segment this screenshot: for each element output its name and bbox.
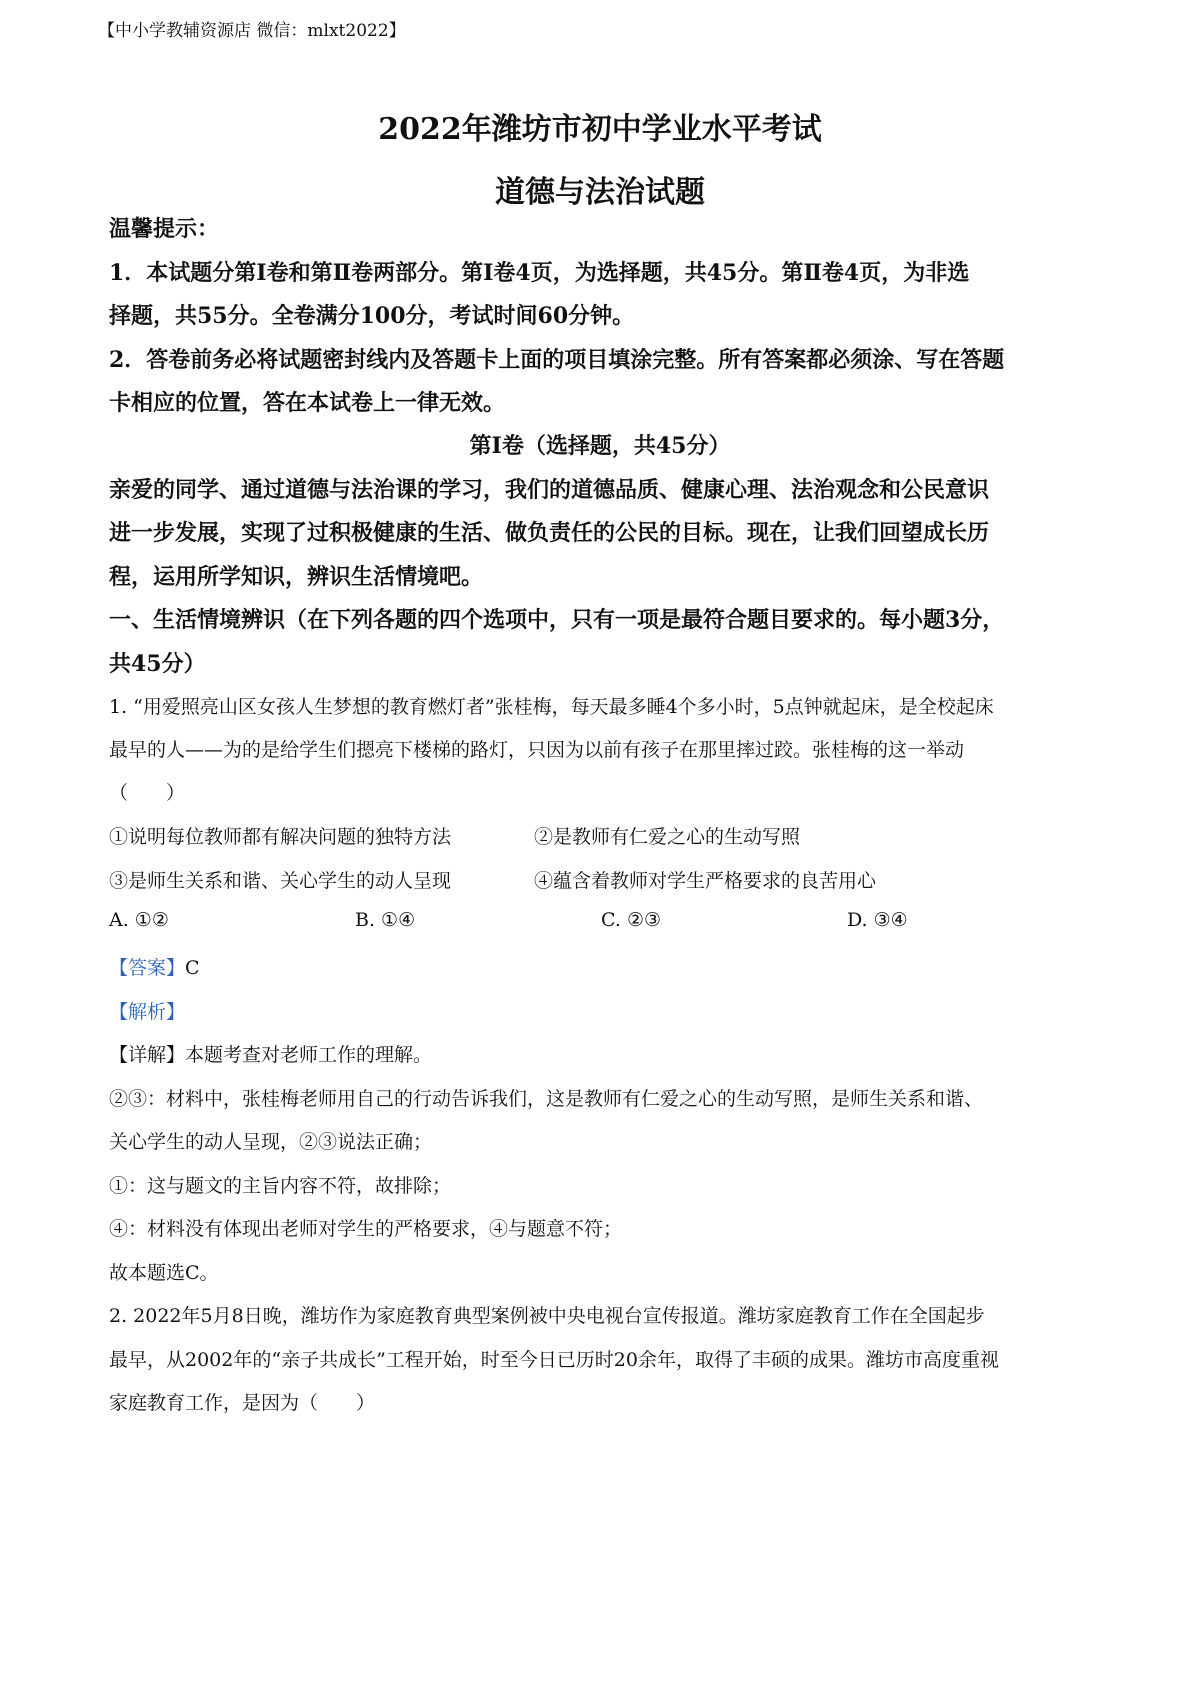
answer-value: C (185, 957, 200, 979)
detail-line: ①：这与题文的主旨内容不符，故排除； (109, 1175, 452, 1197)
intro-line: 亲爱的同学、通过道德与法治课的学习，我们的道德品质、健康心理、法治观念和公民意识 (109, 477, 990, 503)
option-b: B. ①④ (355, 909, 416, 931)
statement-3: ③是师生关系和谐、关心学生的动人呈现 (109, 870, 452, 892)
intro-line: 程，运用所学知识，辨识生活情境吧。 (109, 564, 484, 590)
option-d: D. ③④ (847, 909, 908, 931)
detail-line: 关心学生的动人呈现，②③说法正确； (109, 1131, 433, 1153)
detail-line: ②③：材料中，张桂梅老师用自己的行动告诉我们，这是教师有仁爱之心的生动写照，是师生关系和谐、 (109, 1088, 984, 1110)
exam-subtitle: 道德与法治试题 (495, 175, 705, 210)
watermark-text: 【中小学教辅资源店 微信：mlxt2022】 (98, 21, 406, 41)
tips-line: 卡相应的位置，答在本试卷上一律无效。 (109, 390, 506, 416)
part-heading: 一、生活情境辨识（在下列各题的四个选项中，只有一项是最符合题目要求的。每小题3分， (109, 607, 1005, 633)
detail-line: ④：材料没有体现出老师对学生的严格要求，④与题意不符； (109, 1218, 623, 1240)
exam-title: 2022年潍坊市初中学业水平考试 (378, 112, 822, 147)
question-1-stem: 最早的人——为的是给学生们摁亮下楼梯的路灯，只因为以前有孩子在那里摔过跤。张桂梅的这一举动 (109, 739, 965, 761)
question-1-stem: 1. “用爱照亮山区女孩人生梦想的教育燃灯者”张桂梅，每天最多睡4个多小时，5点钟就起床，是全校起床 (109, 696, 994, 718)
statement-1: ①说明每位教师都有解决问题的独特方法 (109, 826, 452, 848)
question-2-stem: 最早，从2002年的“亲子共成长”工程开始，时至今日已历时20余年，取得了丰硕的成果。潍坊市高度重视 (109, 1349, 999, 1371)
tips-line: 择题，共55分。全卷满分100分，考试时间60分钟。 (109, 303, 635, 329)
analysis-label: 【解析】 (109, 1001, 186, 1023)
answer-label: 【答案】 (109, 957, 186, 979)
statement-4: ④蕴含着教师对学生严格要求的良苦用心 (534, 870, 877, 892)
detail-line: 【详解】本题考查对老师工作的理解。 (109, 1044, 433, 1066)
tips-heading: 温馨提示： (109, 216, 220, 242)
tips-line: 1．本试题分第Ⅰ卷和第Ⅱ卷两部分。第Ⅰ卷4页，为选择题，共45分。第Ⅱ卷4页，为非选 (109, 260, 970, 286)
option-c: C. ②③ (601, 909, 662, 931)
tips-line: 2．答卷前务必将试题密封线内及答题卡上面的项目填涂完整。所有答案都必须涂、写在答题 (109, 347, 1005, 373)
answer-line (109, 953, 1109, 980)
detail-line: 故本题选C。 (109, 1262, 219, 1284)
question-1-blank: （ ） (109, 782, 186, 804)
section-title: 第Ⅰ卷（选择题，共45分） (469, 433, 731, 459)
question-2-stem: 2. 2022年5月8日晚，潍坊作为家庭教育典型案例被中央电视台宣传报道。潍坊家庭教育工作在全国起步 (109, 1305, 985, 1327)
part-heading: 共45分） (109, 651, 206, 677)
intro-line: 进一步发展，实现了过积极健康的生活、做负责任的公民的目标。现在，让我们回望成长历 (109, 520, 990, 546)
statement-2: ②是教师有仁爱之心的生动写照 (534, 826, 801, 848)
question-2-stem: 家庭教育工作，是因为（ ） (109, 1392, 376, 1414)
option-a: A. ①② (109, 909, 169, 931)
